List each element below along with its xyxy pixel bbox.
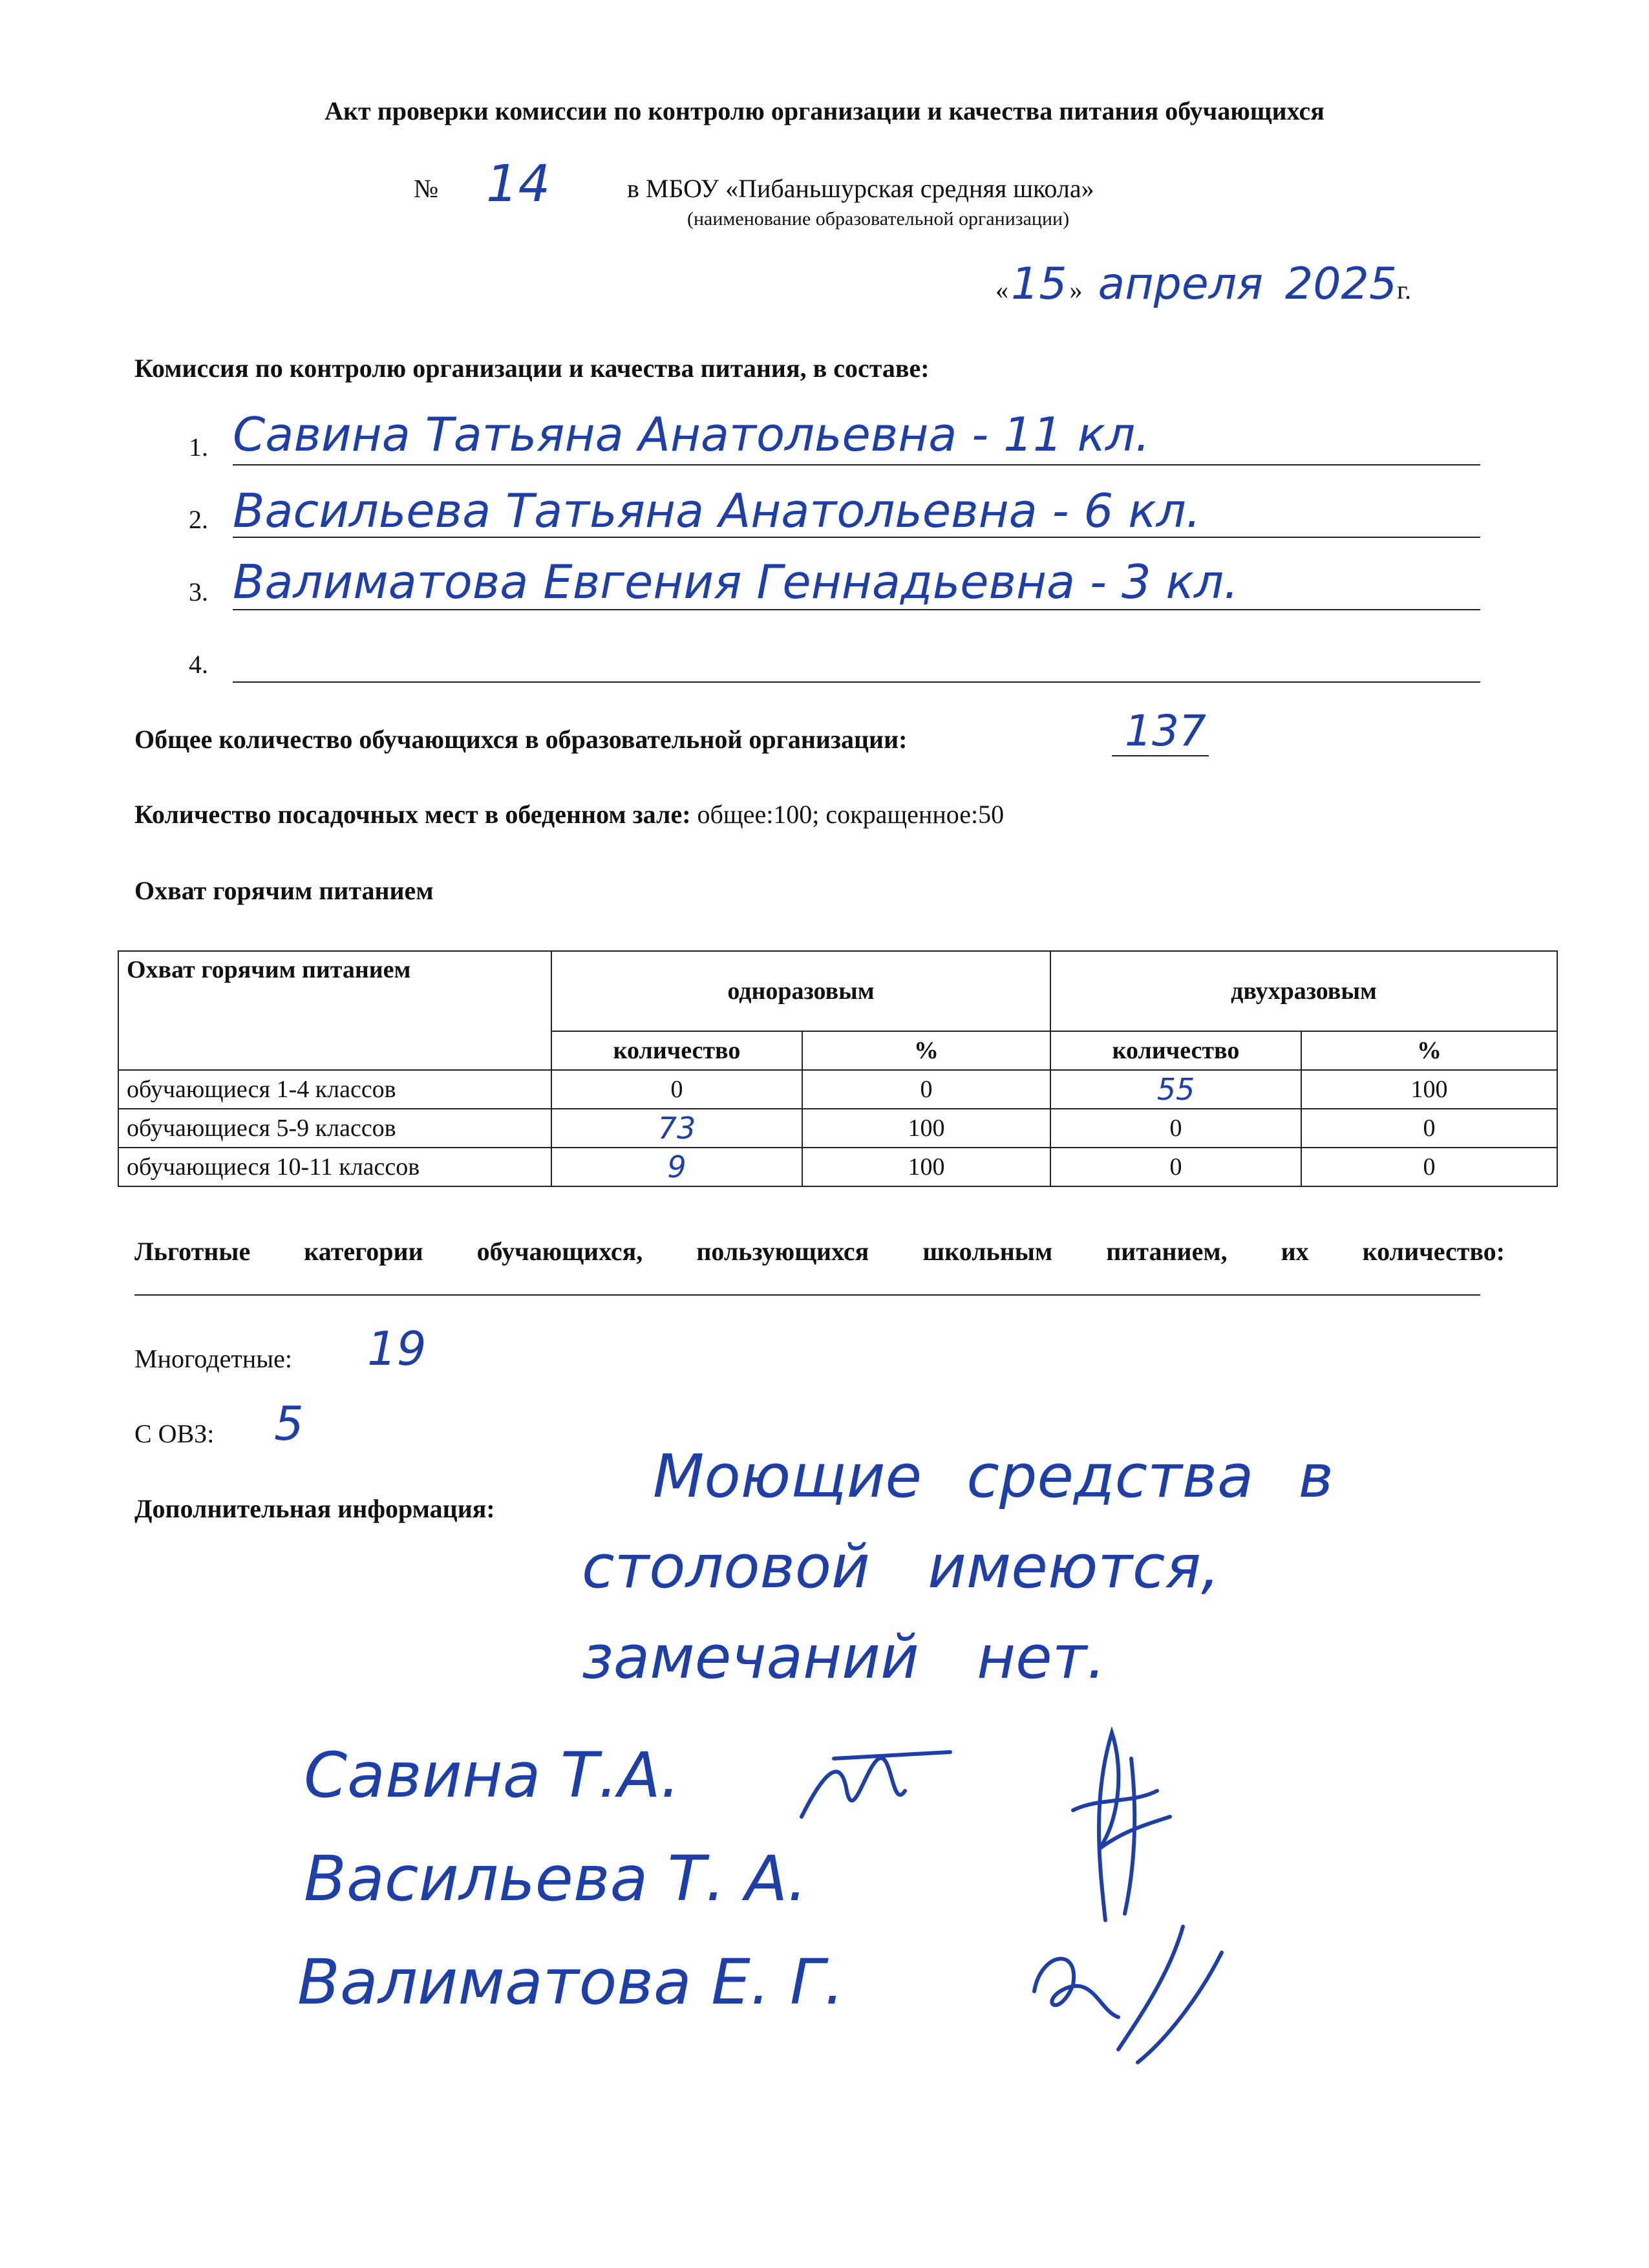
double-percent-cell: 100 xyxy=(1301,1070,1557,1109)
date-month: апреля xyxy=(1098,259,1264,310)
commission-heading: Комиссия по контролю организации и качества питания, в составе: xyxy=(134,354,930,383)
seats-line xyxy=(134,799,1004,829)
organization-caption: (наименование образовательной организации) xyxy=(687,208,1070,230)
act-number-label: № xyxy=(414,174,439,203)
date-line xyxy=(995,259,1411,310)
organization-name: в МБОУ «Пибаньшурская средняя школа» xyxy=(627,174,1094,203)
single-count-cell: 0 xyxy=(551,1070,802,1109)
ovz-value: 5 xyxy=(274,1396,304,1451)
coverage-table xyxy=(118,950,1558,1187)
signatory-name: Васильева Т. А. xyxy=(304,1843,807,1915)
member-number: 2. xyxy=(189,505,208,534)
single-count-cell: 9 xyxy=(551,1148,802,1186)
additional-info-line: столовой имеются, xyxy=(582,1532,1220,1601)
coverage-heading: Охват горячим питанием xyxy=(134,876,434,905)
signature-mark xyxy=(795,1739,963,1830)
member-underline xyxy=(233,609,1480,610)
row-label: обучающиеся 5-9 классов xyxy=(118,1109,551,1148)
subheader-count: количество xyxy=(1050,1031,1301,1070)
row-label: обучающиеся 10-11 классов xyxy=(118,1148,551,1186)
large-families-label: Многодетные: xyxy=(134,1344,292,1373)
double-percent-cell: 0 xyxy=(1301,1109,1557,1148)
total-students-value: 137 xyxy=(1125,706,1206,756)
member-number: 3. xyxy=(189,577,208,606)
additional-info-line: замечаний нет. xyxy=(582,1623,1106,1692)
table-row xyxy=(118,1109,1557,1148)
table-row xyxy=(118,1148,1557,1186)
act-number-value: 14 xyxy=(486,155,551,213)
double-count-cell: 0 xyxy=(1050,1109,1301,1148)
double-count-cell: 55 xyxy=(1050,1070,1301,1109)
date-close-quote: » xyxy=(1069,275,1083,305)
member-number: 4. xyxy=(189,650,208,679)
subheader-percent: % xyxy=(1301,1031,1557,1070)
header-double-meal: двухразовым xyxy=(1050,951,1557,1031)
member-underline xyxy=(233,537,1480,538)
single-percent-cell: 100 xyxy=(802,1109,1050,1148)
subheader-percent: % xyxy=(802,1031,1050,1070)
signatory-name: Савина Т.А. xyxy=(304,1739,681,1812)
double-percent-cell: 0 xyxy=(1301,1148,1557,1186)
total-students-label: Общее количество обучающихся в образовательной организации: xyxy=(134,725,908,754)
member-name: Валиматова Евгения Геннадьевна - 3 кл. xyxy=(233,555,1239,609)
single-percent-cell: 100 xyxy=(802,1148,1050,1186)
date-day: 15 xyxy=(1011,259,1067,310)
member-underline xyxy=(233,464,1480,465)
large-families-value: 19 xyxy=(367,1321,427,1376)
ovz-label: С ОВЗ: xyxy=(134,1419,215,1448)
member-name: Васильева Татьяна Анатольевна - 6 кл. xyxy=(233,484,1201,538)
benefits-heading: Льготные категории обучающихся, пользующихся школьным питанием, их количество: xyxy=(134,1237,1505,1266)
benefits-underline xyxy=(134,1294,1480,1296)
seats-value: общее:100; сокращенное:50 xyxy=(697,800,1005,829)
date-open-quote: « xyxy=(995,275,1008,305)
table-row xyxy=(118,1070,1557,1109)
subheader-count: количество xyxy=(551,1031,802,1070)
single-percent-cell: 0 xyxy=(802,1070,1050,1109)
additional-info-label: Дополнительная информация: xyxy=(134,1494,495,1523)
document-title: Акт проверки комиссии по контролю организации и качества питания обучающихся xyxy=(324,96,1325,125)
date-suffix: г. xyxy=(1397,275,1411,305)
single-count-cell: 73 xyxy=(551,1109,802,1148)
member-number: 1. xyxy=(189,433,208,462)
date-year: 2025 xyxy=(1285,259,1398,310)
row-label: обучающиеся 1-4 классов xyxy=(118,1070,551,1109)
header-single-meal: одноразовым xyxy=(551,951,1050,1031)
additional-info-line: Моющие средства в xyxy=(653,1442,1334,1511)
table-corner-header: Охват горячим питанием xyxy=(118,951,551,1070)
member-underline xyxy=(233,681,1480,683)
signature-mark xyxy=(1060,1720,1189,1927)
member-name: Савина Татьяна Анатольевна - 11 кл. xyxy=(233,407,1151,462)
signatory-name: Валиматова Е. Г. xyxy=(297,1946,844,2018)
double-count-cell: 0 xyxy=(1050,1148,1301,1186)
signature-mark xyxy=(1021,1914,1228,2082)
seats-label: Количество посадочных мест в обеденном зале: xyxy=(134,800,691,829)
